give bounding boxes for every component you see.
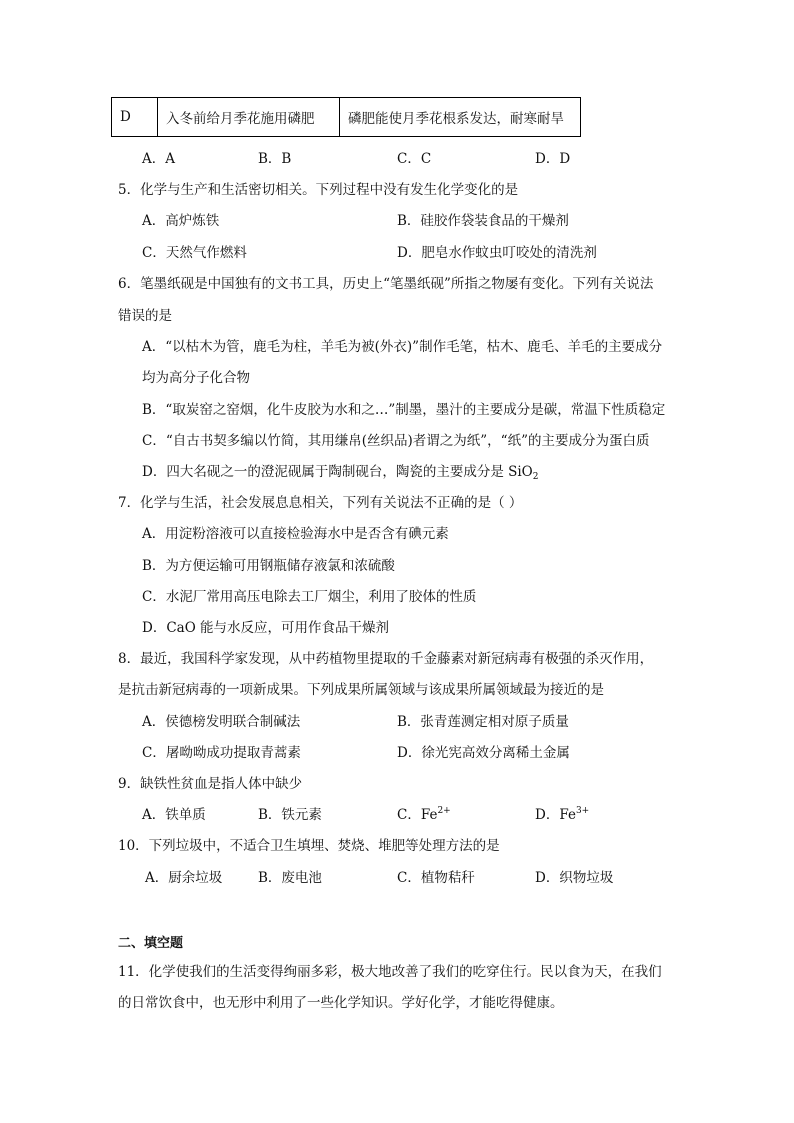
q10-option-d: D．织物垃圾 [535,870,614,886]
q6-option-c: C．“自古书契多编以竹简，其用缣帛(丝织品)者谓之为纸”，“纸”的主要成分为蛋白质 [142,433,650,449]
q10-option-c: C．植物秸秆 [397,870,475,886]
q7-stem: 7．化学与生活，社会发展息息相关，下列有关说法不正确的是（ ） [118,495,523,511]
q6-option-a-line2: 均为高分子化合物 [142,370,250,386]
q8-stem-line1: 8．最近，我国科学家发现，从中药植物里提取的千金藤素对新冠病毒有极强的杀灭作用， [118,651,654,667]
q5-stem: 5．化学与生产和生活密切相关。下列过程中没有发生化学变化的是 [118,182,519,198]
q10-option-b: B．废电池 [258,870,322,886]
q8-stem-line2: 是抗击新冠病毒的一项新成果。下列成果所属领域与该成果所属领域最为接近的是 [118,682,604,698]
q7-option-c: C．水泥厂常用高压电除去工厂烟尘，利用了胶体的性质 [142,589,477,605]
q6-stem-line1: 6．笔墨纸砚是中国独有的文书工具，历史上“笔墨纸砚”所指之物屡有变化。下列有关说法 [118,276,654,292]
row-reason: 磷肥能使月季花根系发达，耐寒耐旱 [340,98,581,137]
q5-option-b: B．硅胶作袋装食品的干燥剂 [397,213,569,229]
q6-option-d: D．四大名砚之一的澄泥砚属于陶制砚台，陶瓷的主要成分是 SiO$_2$ [142,464,539,482]
q7-option-a: A．用淀粉溶液可以直接检验海水中是否含有碘元素 [142,526,449,542]
q7-option-b: B．为方便运输可用钢瓶储存液氯和浓硫酸 [142,558,395,574]
q6-option-b: B．“取炭窑之窑烟，化牛皮胶为水和之…”制墨，墨汁的主要成分是碳，常温下性质稳定 [142,402,666,418]
q4-option-d: D．D [535,151,571,167]
q5-option-c: C．天然气作燃料 [142,245,247,261]
q8-option-c: C．屠呦呦成功提取青蒿素 [142,745,301,761]
q10-stem: 10．下列垃圾中，不适合卫生填埋、焚烧、堆肥等处理方法的是 [118,838,500,854]
q4-option-b: B．B [258,151,292,167]
q11-line1: 11．化学使我们的生活变得绚丽多彩，极大地改善了我们的吃穿住行。民以食为天，在我们 [118,964,662,980]
q6-stem-line2: 错误的是 [118,308,172,324]
q7-option-d: D．CaO 能与水反应，可用作食品干燥剂 [142,620,390,636]
q9-stem: 9．缺铁性贫血是指人体中缺少 [118,776,303,792]
q4-option-c: C．C [397,151,432,167]
option-table [111,97,581,137]
q5-option-d: D．肥皂水作蚊虫叮咬处的清洗剂 [397,245,597,261]
q9-option-a: A．铁单质 [142,807,206,823]
q10-option-a: A．厨余垃圾 [145,870,223,886]
table-row [112,98,581,137]
q6-option-a-line1: A．“以枯木为管，鹿毛为柱，羊毛为被(外衣)”制作毛笔，枯木、鹿毛、羊毛的主要成分 [142,339,663,355]
q8-option-d: D．徐光宪高效分离稀土金属 [397,745,570,761]
section-heading: 二、填空题 [118,936,184,951]
q4-option-a: A．A [142,151,175,167]
q9-option-d: D．$Fe^{3+}$ [535,806,590,823]
q9-option-b: B．铁元素 [258,807,322,823]
row-practice: 入冬前给月季花施用磷肥 [158,98,340,137]
q8-option-a: A．侯德榜发明联合制碱法 [142,714,301,730]
q9-option-c: C．$Fe^{2+}$ [397,806,451,823]
q5-option-a: A．高炉炼铁 [142,213,220,229]
q8-option-b: B．张青莲测定相对原子质量 [397,714,569,730]
q11-line2: 的日常饮食中，也无形中利用了一些化学知识。学好化学，才能吃得健康。 [118,995,564,1011]
row-letter: D [112,98,158,137]
